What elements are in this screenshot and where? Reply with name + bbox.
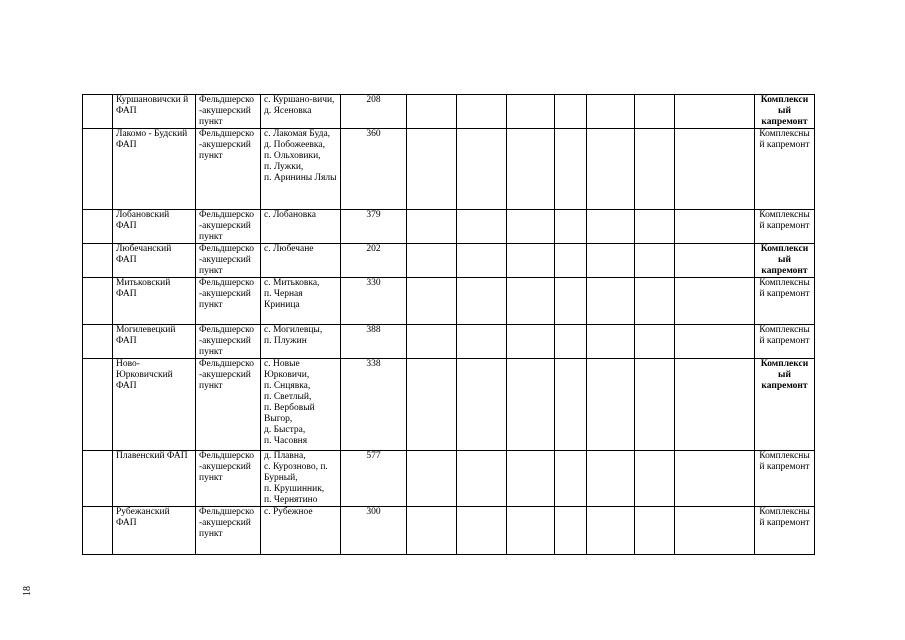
facility-type-cell: Фельдшерско -акушерский пункт [196, 451, 261, 507]
index-cell [83, 95, 113, 129]
facility-name-cell: Рубежанский ФАП [113, 507, 196, 555]
index-cell [83, 325, 113, 359]
index-cell [83, 507, 113, 555]
empty-cell [675, 507, 755, 555]
empty-cell [407, 359, 457, 451]
empty-cell [587, 359, 635, 451]
empty-cell [457, 129, 507, 210]
empty-cell [635, 451, 675, 507]
index-cell [83, 129, 113, 210]
empty-cell [635, 278, 675, 325]
empty-cell [635, 507, 675, 555]
empty-cell [675, 325, 755, 359]
settlements-cell: с. Рубежное [261, 507, 341, 555]
population-cell: 338 [341, 359, 407, 451]
facility-name-cell: Ново-Юрковичский ФАП [113, 359, 196, 451]
table-row [83, 244, 815, 278]
empty-cell [457, 451, 507, 507]
empty-cell [407, 325, 457, 359]
facility-type-cell: Фельдшерско -акушерский пункт [196, 325, 261, 359]
empty-cell [507, 359, 555, 451]
empty-cell [635, 244, 675, 278]
empty-cell [555, 210, 587, 244]
empty-cell [635, 129, 675, 210]
work-type-cell: Комплекси ый капремонт [755, 359, 815, 451]
empty-cell [587, 244, 635, 278]
table-row [83, 129, 815, 210]
table-row [83, 325, 815, 359]
empty-cell [457, 95, 507, 129]
page-number: 18 [22, 586, 33, 596]
settlements-cell: с. Любечане [261, 244, 341, 278]
population-cell: 300 [341, 507, 407, 555]
population-cell: 330 [341, 278, 407, 325]
empty-cell [587, 507, 635, 555]
index-cell [83, 244, 113, 278]
empty-cell [407, 507, 457, 555]
empty-cell [635, 325, 675, 359]
empty-cell [407, 278, 457, 325]
empty-cell [507, 278, 555, 325]
empty-cell [457, 507, 507, 555]
empty-cell [587, 278, 635, 325]
empty-cell [507, 451, 555, 507]
facility-table [82, 94, 815, 555]
work-type-cell: Комплексны й капремонт [755, 507, 815, 555]
work-type-cell: Комплексны й капремонт [755, 278, 815, 325]
table-body [83, 95, 815, 555]
index-cell [83, 451, 113, 507]
empty-cell [555, 507, 587, 555]
empty-cell [587, 210, 635, 244]
population-cell: 379 [341, 210, 407, 244]
empty-cell [587, 451, 635, 507]
empty-cell [587, 325, 635, 359]
work-type-cell: Комплекси ый капремонт [755, 95, 815, 129]
empty-cell [675, 210, 755, 244]
empty-cell [457, 325, 507, 359]
settlements-cell: д. Плавна, с. Курозново, п. Бурный, п. Крушинник, п. Чернятино [261, 451, 341, 507]
settlements-cell: с. Новые Юрковичи, п. Снцявка, п. Светлый, п. Вербовый Выгор, д. Быстра, п. Часовня [261, 359, 341, 451]
facility-name-cell: Куршановичски й ФАП [113, 95, 196, 129]
population-cell: 577 [341, 451, 407, 507]
empty-cell [675, 451, 755, 507]
facility-name-cell: Могилевецкий ФАП [113, 325, 196, 359]
facility-name-cell: Лобановский ФАП [113, 210, 196, 244]
empty-cell [675, 278, 755, 325]
empty-cell [507, 129, 555, 210]
empty-cell [555, 325, 587, 359]
empty-cell [587, 129, 635, 210]
facility-type-cell: Фельдшерско -акушерский пункт [196, 129, 261, 210]
table-row [83, 507, 815, 555]
population-cell: 202 [341, 244, 407, 278]
facility-name-cell: Любечанский ФАП [113, 244, 196, 278]
settlements-cell: с. Лобановка [261, 210, 341, 244]
facility-name-cell: Митьковский ФАП [113, 278, 196, 325]
empty-cell [555, 95, 587, 129]
facility-name-cell: Лакомо - Будский ФАП [113, 129, 196, 210]
settlements-cell: с. Митьковка, п. Черная Криница [261, 278, 341, 325]
facility-type-cell: Фельдшерско -акушерский пункт [196, 507, 261, 555]
empty-cell [587, 95, 635, 129]
table-row [83, 359, 815, 451]
settlements-cell: с. Лакомая Буда, д. Побожеевка, п. Ольховики, п. Лужки, п. Аринины Лялы [261, 129, 341, 210]
population-cell: 360 [341, 129, 407, 210]
table-row [83, 210, 815, 244]
settlements-cell: с. Могилевцы, п. Плужин [261, 325, 341, 359]
empty-cell [675, 359, 755, 451]
facility-type-cell: Фельдшерско -акушерский пункт [196, 95, 261, 129]
facility-type-cell: Фельдшерско -акушерский пункт [196, 244, 261, 278]
empty-cell [407, 129, 457, 210]
settlements-cell: с. Куршано-вичи, д. Ясеновка [261, 95, 341, 129]
table-row [83, 451, 815, 507]
empty-cell [457, 244, 507, 278]
facility-type-cell: Фельдшерско -акушерский пункт [196, 210, 261, 244]
empty-cell [507, 95, 555, 129]
empty-cell [635, 95, 675, 129]
empty-cell [507, 210, 555, 244]
empty-cell [675, 244, 755, 278]
empty-cell [635, 210, 675, 244]
empty-cell [457, 359, 507, 451]
empty-cell [407, 451, 457, 507]
empty-cell [555, 451, 587, 507]
empty-cell [407, 244, 457, 278]
work-type-cell: Комплексны й капремонт [755, 451, 815, 507]
empty-cell [675, 129, 755, 210]
index-cell [83, 359, 113, 451]
table-row [83, 95, 815, 129]
work-type-cell: Комплексны й капремонт [755, 129, 815, 210]
empty-cell [555, 129, 587, 210]
empty-cell [555, 278, 587, 325]
facility-name-cell: Плавенский ФАП [113, 451, 196, 507]
work-type-cell: Комплекси ый капремонт [755, 244, 815, 278]
index-cell [83, 278, 113, 325]
empty-cell [407, 95, 457, 129]
empty-cell [635, 359, 675, 451]
empty-cell [407, 210, 457, 244]
index-cell [83, 210, 113, 244]
empty-cell [555, 359, 587, 451]
population-cell: 388 [341, 325, 407, 359]
facility-type-cell: Фельдшерско -акушерский пункт [196, 359, 261, 451]
empty-cell [507, 244, 555, 278]
facility-type-cell: Фельдшерско -акушерский пункт [196, 278, 261, 325]
work-type-cell: Комплексны й капремонт [755, 325, 815, 359]
empty-cell [507, 325, 555, 359]
empty-cell [507, 507, 555, 555]
work-type-cell: Комплексны й капремонт [755, 210, 815, 244]
empty-cell [555, 244, 587, 278]
table-row [83, 278, 815, 325]
population-cell: 208 [341, 95, 407, 129]
empty-cell [457, 278, 507, 325]
empty-cell [457, 210, 507, 244]
empty-cell [675, 95, 755, 129]
